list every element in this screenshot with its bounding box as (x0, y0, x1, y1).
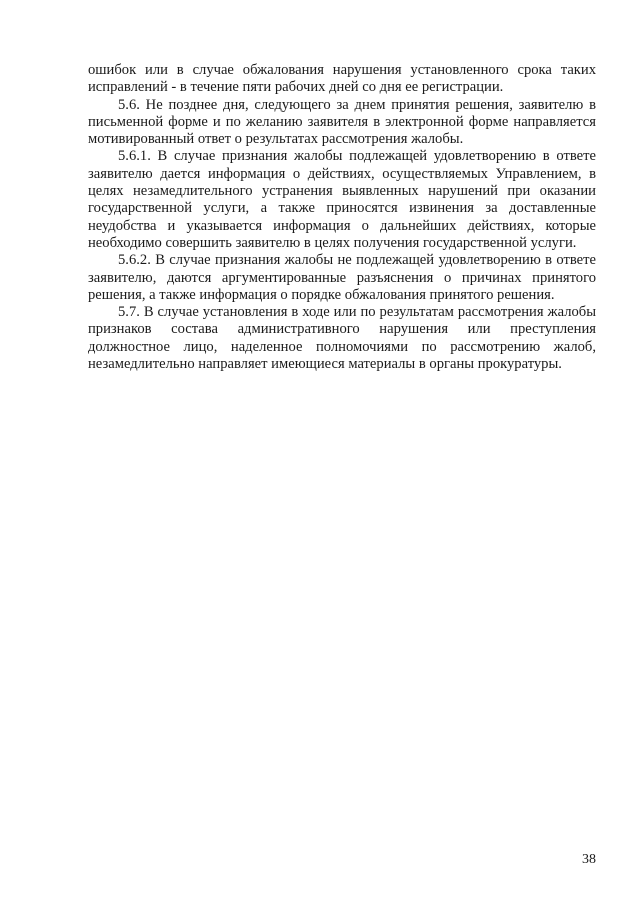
paragraph-5-7: 5.7. В случае установления в ходе или по результатам рассмотрения жалобы признаков состава административного нарушения или преступления должностное лицо, наделенное полномочиями по рассмотрению жалоб, незамедлительно направляет имеющиеся материалы в органы прокуратуры. (88, 304, 596, 373)
paragraph-continuation: ошибок или в случае обжалования нарушения установленного срока таких исправлений - в течение пяти рабочих дней со дня ее регистрации. (88, 62, 596, 96)
paragraph-5-6-1: 5.6.1. В случае признания жалобы подлежащей удовлетворению в ответе заявителю дается информация о действиях, осуществляемых Управлением, в целях незамедлительного устранения выявленных нарушений при оказании государственной услуги, а также приносятся извинения за доставленные неудобства и указывается информация о дальнейших действиях, которые необходимо совершить заявителю в целях получения государственной услуги. (88, 148, 596, 251)
page-number: 38 (582, 852, 596, 867)
paragraph-5-6: 5.6. Не позднее дня, следующего за днем принятия решения, заявителю в письменной форме и по желанию заявителя в электронной форме направляется мотивированный ответ о результатах рассмотрения жалобы. (88, 96, 596, 148)
paragraph-5-6-2: 5.6.2. В случае признания жалобы не подлежащей удовлетворению в ответе заявителю, даются аргументированные разъяснения о причинах принятого решения, а также информация о порядке обжалования принятого решения. (88, 252, 596, 303)
document-body (88, 62, 596, 373)
